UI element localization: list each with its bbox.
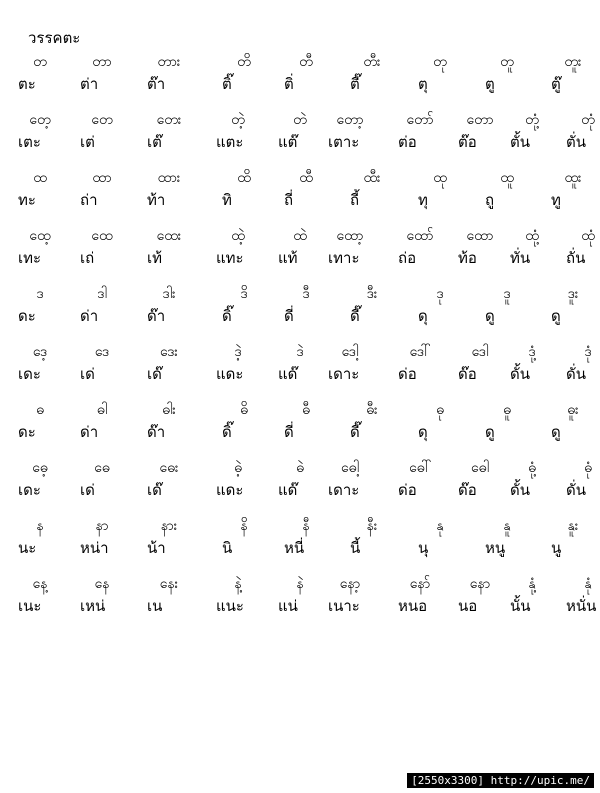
- myanmar-syllable: ဒု: [436, 286, 444, 302]
- thai-transliteration: ดู: [485, 307, 495, 325]
- syllable-row: [0, 284, 600, 332]
- myanmar-syllable: ဒဲ့: [234, 344, 242, 360]
- thai-transliteration: นั้น: [510, 597, 531, 615]
- myanmar-syllable: တား: [157, 54, 181, 70]
- myanmar-syllable: နီ: [302, 518, 310, 534]
- thai-transliteration: ดั่น: [566, 481, 586, 499]
- thai-transliteration: ตั่น: [566, 133, 586, 151]
- thai-transliteration: แดะ: [216, 481, 244, 499]
- myanmar-syllable: ဒေ: [94, 344, 110, 360]
- myanmar-syllable: ထော့: [336, 228, 364, 244]
- thai-transliteration: แดะ: [216, 365, 244, 383]
- thai-transliteration: ด่อ: [398, 365, 417, 383]
- myanmar-syllable: နေ့: [32, 576, 48, 592]
- thai-transliteration: ถั่น: [566, 249, 586, 267]
- myanmar-syllable: နာ: [95, 518, 109, 534]
- thai-transliteration: ด๊อ: [458, 365, 477, 383]
- myanmar-syllable: ဒူ: [503, 286, 511, 302]
- thai-transliteration: ดู: [551, 423, 561, 441]
- myanmar-syllable: ထု: [433, 170, 447, 186]
- myanmar-syllable: နု: [436, 518, 444, 534]
- myanmar-syllable: ဓိ: [240, 402, 248, 418]
- thai-transliteration: หนี่: [284, 539, 305, 557]
- thai-transliteration: หนั่น: [566, 597, 597, 615]
- myanmar-syllable: တူ: [500, 54, 514, 70]
- myanmar-syllable: နော: [469, 576, 491, 592]
- thai-transliteration: ตั้น: [510, 133, 530, 151]
- thai-transliteration: ทู: [551, 191, 561, 209]
- myanmar-syllable: ဒါ: [97, 286, 107, 302]
- myanmar-syllable: တော်: [406, 112, 434, 128]
- syllable-row: [0, 516, 600, 564]
- thai-transliteration: ด๊า: [147, 423, 166, 441]
- myanmar-syllable: ဒီး: [366, 286, 378, 302]
- myanmar-syllable: ဒိ: [240, 286, 248, 302]
- myanmar-syllable: ထေး: [156, 228, 182, 244]
- thai-transliteration: ดี่: [284, 423, 294, 441]
- thai-transliteration: เนาะ: [328, 597, 360, 615]
- thai-transliteration: ทุ: [418, 191, 428, 209]
- myanmar-syllable: နီး: [366, 518, 378, 534]
- myanmar-syllable: ဓ: [36, 402, 44, 418]
- thai-transliteration: ดู: [485, 423, 495, 441]
- thai-transliteration: ด๊อ: [458, 481, 477, 499]
- myanmar-syllable: နဲ: [296, 576, 304, 592]
- thai-transliteration: ดะ: [18, 423, 36, 441]
- myanmar-syllable: တုံ: [581, 112, 595, 128]
- myanmar-syllable: ဓီ: [302, 402, 310, 418]
- thai-transliteration: ถู: [485, 191, 495, 209]
- thai-transliteration: นะ: [18, 539, 37, 557]
- myanmar-syllable: ထော်: [406, 228, 434, 244]
- thai-transliteration: ดี่: [284, 307, 294, 325]
- thai-transliteration: แน่: [278, 597, 298, 615]
- thai-transliteration: ดุ: [418, 423, 428, 441]
- myanmar-syllable: နော်: [409, 576, 431, 592]
- myanmar-syllable: ထာ: [92, 170, 112, 186]
- syllable-row: [0, 400, 600, 448]
- myanmar-syllable: ဒ: [36, 286, 44, 302]
- thai-transliteration: เทะ: [18, 249, 42, 267]
- myanmar-syllable: နော့: [339, 576, 361, 592]
- thai-transliteration: ทิ: [222, 191, 232, 209]
- myanmar-syllable: ဒေ့: [32, 344, 48, 360]
- myanmar-syllable: ဒုံ: [584, 344, 592, 360]
- thai-transliteration: ดั้น: [510, 365, 530, 383]
- thai-transliteration: เทาะ: [328, 249, 360, 267]
- thai-transliteration: ดี๊: [350, 423, 360, 441]
- myanmar-syllable: ထ: [33, 170, 47, 186]
- myanmar-syllable: ဓုံ့: [528, 460, 536, 476]
- thai-transliteration: ดู: [551, 307, 561, 325]
- thai-transliteration: ด๊า: [147, 307, 166, 325]
- myanmar-syllable: တေး: [156, 112, 182, 128]
- thai-transliteration: แด๊: [278, 481, 298, 499]
- thai-transliteration: เดาะ: [328, 365, 360, 383]
- myanmar-syllable: ထုံ: [581, 228, 595, 244]
- myanmar-syllable: ဓီး: [366, 402, 378, 418]
- thai-transliteration: เตะ: [18, 133, 41, 151]
- myanmar-syllable: ထဲ: [293, 228, 307, 244]
- page-title: วรรคตะ: [28, 29, 81, 47]
- myanmar-syllable: ဓုံ: [584, 460, 592, 476]
- thai-transliteration: เดาะ: [328, 481, 360, 499]
- thai-transliteration: แทะ: [216, 249, 244, 267]
- thai-transliteration: ติ่: [284, 75, 294, 93]
- thai-transliteration: เต๊: [147, 133, 162, 151]
- myanmar-syllable: တိ: [237, 54, 251, 70]
- myanmar-syllable: ထူး: [564, 170, 582, 186]
- myanmar-syllable: တီး: [363, 54, 381, 70]
- myanmar-syllable: ထူ: [500, 170, 514, 186]
- thai-transliteration: เต่: [80, 133, 95, 151]
- myanmar-syllable: ထိ: [237, 170, 251, 186]
- thai-transliteration: ถ่อ: [398, 249, 417, 267]
- myanmar-syllable: ဒါး: [162, 286, 176, 302]
- syllable-row: [0, 110, 600, 158]
- thai-transliteration: ถี่: [284, 191, 294, 209]
- syllable-row: [0, 226, 600, 274]
- thai-transliteration: เท้: [147, 249, 163, 267]
- myanmar-syllable: န: [36, 518, 44, 534]
- thai-transliteration: ติ๊: [222, 75, 232, 93]
- thai-transliteration: ด่า: [80, 423, 99, 441]
- myanmar-syllable: နူ: [503, 518, 511, 534]
- thai-transliteration: เดะ: [18, 365, 41, 383]
- myanmar-syllable: တ: [33, 54, 47, 70]
- syllable-row: [0, 458, 600, 506]
- thai-transliteration: ตู๊: [551, 75, 561, 93]
- myanmar-syllable: တဲ့: [231, 112, 245, 128]
- myanmar-syllable: ဓေါ: [471, 460, 489, 476]
- myanmar-syllable: တော: [466, 112, 494, 128]
- thai-transliteration: เด่: [80, 365, 95, 383]
- thai-transliteration: ต๊อ: [458, 133, 477, 151]
- myanmar-syllable: နုံ: [584, 576, 592, 592]
- thai-transliteration: ด่า: [80, 307, 99, 325]
- thai-transliteration: เถ่: [80, 249, 95, 267]
- myanmar-syllable: ထီ: [299, 170, 313, 186]
- myanmar-syllable: တုံ့: [525, 112, 539, 128]
- myanmar-syllable: ဒေါ: [471, 344, 489, 360]
- syllable-row: [0, 574, 600, 622]
- thai-transliteration: ทะ: [18, 191, 36, 209]
- thai-transliteration: นี้: [350, 539, 361, 557]
- myanmar-syllable: နား: [160, 518, 178, 534]
- image-size-caption: [2550x3300] http://upic.me/: [407, 773, 594, 788]
- thai-transliteration: ตะ: [18, 75, 36, 93]
- myanmar-syllable: ဓေါ့: [341, 460, 359, 476]
- thai-transliteration: ด่อ: [398, 481, 417, 499]
- thai-transliteration: ตี๊: [350, 75, 360, 93]
- thai-transliteration: ต่า: [80, 75, 99, 93]
- thai-transliteration: ตุ: [418, 75, 428, 93]
- thai-transliteration: แต๊: [278, 133, 298, 151]
- syllable-row: [0, 342, 600, 390]
- myanmar-syllable: နိ: [240, 518, 248, 534]
- thai-transliteration: นอ: [458, 597, 478, 615]
- thai-transliteration: ต๊า: [147, 75, 166, 93]
- myanmar-syllable: နူး: [567, 518, 579, 534]
- myanmar-syllable: နုံ့: [528, 576, 536, 592]
- myanmar-syllable: တဲ: [293, 112, 307, 128]
- thai-transliteration: ทั่น: [510, 249, 531, 267]
- myanmar-syllable: ဓေ့: [32, 460, 48, 476]
- myanmar-syllable: တူး: [564, 54, 582, 70]
- myanmar-syllable: နေး: [159, 576, 179, 592]
- thai-transliteration: นุ: [418, 539, 429, 557]
- myanmar-syllable: ဓေါ်: [409, 460, 431, 476]
- myanmar-syllable: ဓေး: [159, 460, 179, 476]
- thai-transliteration: ตู: [485, 75, 495, 93]
- thai-transliteration: ถ่า: [80, 191, 98, 209]
- thai-transliteration: เตาะ: [328, 133, 360, 151]
- myanmar-syllable: ဓူး: [567, 402, 579, 418]
- myanmar-syllable: ထေ့: [29, 228, 51, 244]
- thai-transliteration: เดะ: [18, 481, 41, 499]
- thai-transliteration: ดิ๊: [222, 307, 232, 325]
- myanmar-syllable: ဓဲ့: [234, 460, 242, 476]
- thai-transliteration: ต่อ: [398, 133, 417, 151]
- myanmar-syllable: တေ: [91, 112, 113, 128]
- thai-transliteration: ดิ๊: [222, 423, 232, 441]
- thai-transliteration: เน: [147, 597, 163, 615]
- myanmar-syllable: ဓု: [436, 402, 444, 418]
- syllable-row: [0, 168, 600, 216]
- myanmar-syllable: ဓါး: [162, 402, 176, 418]
- myanmar-syllable: ဓဲ: [296, 460, 304, 476]
- myanmar-syllable: နေ: [94, 576, 110, 592]
- thai-transliteration: แท้: [278, 249, 298, 267]
- thai-transliteration: ดั่น: [566, 365, 586, 383]
- syllable-row: [0, 52, 600, 100]
- thai-transliteration: ดี๊: [350, 307, 360, 325]
- thai-transliteration: ถี้: [350, 191, 360, 209]
- myanmar-syllable: ဒဲ: [296, 344, 304, 360]
- thai-transliteration: หนอ: [398, 597, 428, 615]
- thai-transliteration: แด๊: [278, 365, 298, 383]
- thai-transliteration: เด๊: [147, 365, 162, 383]
- myanmar-syllable: ဓေ: [94, 460, 110, 476]
- myanmar-syllable: ထုံ့: [525, 228, 539, 244]
- myanmar-syllable: ဓူ: [503, 402, 511, 418]
- myanmar-syllable: တု: [433, 54, 447, 70]
- myanmar-syllable: တော့: [336, 112, 364, 128]
- myanmar-syllable: နဲ့: [234, 576, 242, 592]
- thai-transliteration: แตะ: [216, 133, 244, 151]
- myanmar-syllable: ဒီ: [302, 286, 310, 302]
- thai-transliteration: ดุ: [418, 307, 428, 325]
- myanmar-syllable: တာ: [92, 54, 112, 70]
- myanmar-syllable: ထား: [157, 170, 181, 186]
- thai-transliteration: เด๊: [147, 481, 162, 499]
- myanmar-syllable: ထော: [466, 228, 494, 244]
- myanmar-syllable: ဒေါ့: [341, 344, 359, 360]
- thai-transliteration: นิ: [222, 539, 233, 557]
- myanmar-syllable: ဒေး: [160, 344, 178, 360]
- myanmar-syllable: ဓါ: [96, 402, 108, 418]
- thai-transliteration: นู: [551, 539, 562, 557]
- myanmar-syllable: တီ: [299, 54, 313, 70]
- myanmar-syllable: ထီး: [363, 170, 381, 186]
- thai-transliteration: หน่า: [80, 539, 109, 557]
- thai-transliteration: ท้อ: [458, 249, 477, 267]
- myanmar-syllable: ဒူး: [567, 286, 579, 302]
- thai-transliteration: แนะ: [216, 597, 244, 615]
- thai-transliteration: ดั้น: [510, 481, 530, 499]
- thai-transliteration: หนู: [485, 539, 506, 557]
- thai-transliteration: เหน่: [80, 597, 106, 615]
- myanmar-syllable: တေ့: [29, 112, 51, 128]
- myanmar-syllable: ဒုံ့: [528, 344, 536, 360]
- thai-transliteration: เนะ: [18, 597, 42, 615]
- thai-transliteration: ดะ: [18, 307, 36, 325]
- myanmar-syllable: ထဲ့: [231, 228, 245, 244]
- thai-transliteration: เด่: [80, 481, 95, 499]
- myanmar-syllable: ဒေါ်: [409, 344, 431, 360]
- thai-transliteration: ท้า: [147, 191, 166, 209]
- myanmar-syllable: ထေ: [91, 228, 113, 244]
- thai-transliteration: น้า: [147, 539, 166, 557]
